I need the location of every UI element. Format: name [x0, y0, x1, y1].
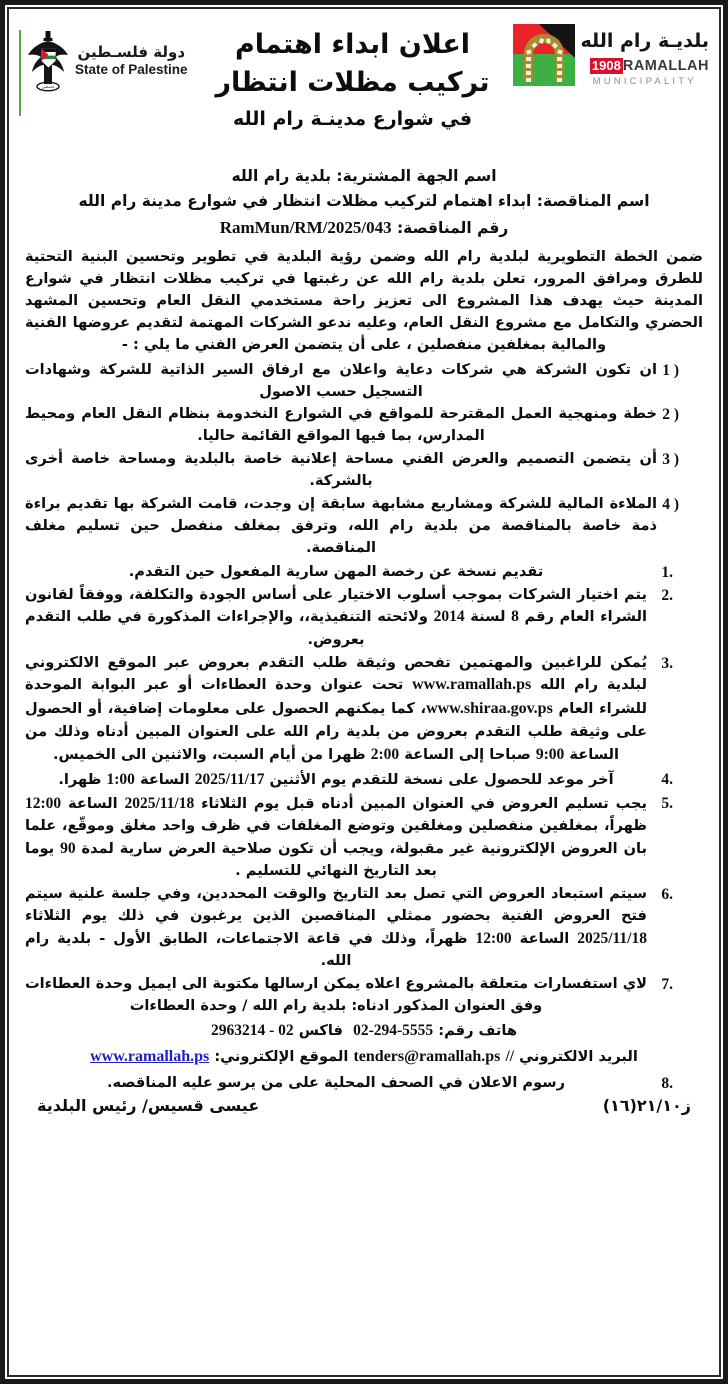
municipality-founding-year: 1908 [591, 58, 621, 73]
ramallah-municipality-logo-icon [513, 24, 575, 86]
opening-session-time: 12:00 [475, 929, 512, 947]
fax-label: فاكس [298, 1021, 343, 1039]
email-website-line [25, 1045, 703, 1070]
list-item-text-after: ظهراً، وذلك في قاعة الاجتماعات، الطابق الأول - بلدية رام الله. [25, 929, 476, 970]
list-item [25, 584, 673, 651]
list-item [25, 561, 673, 583]
list-item-text-after: ، كما يمكنهم الحصول على معلومات إضافية، أو الحصول على وثيقة طلب التقدم بعروض من بلدية رام الله على العنوان المبين أدناه وذلك من الساعة [25, 700, 647, 764]
office-hours-from: 9:00 [535, 746, 565, 764]
list-item-text-after: ولائحته التنفيذية،، والإجراءات المذكورة في طلب التقدم بعروض. [25, 608, 434, 648]
list-item-text-end: يوما بعد التاريخ النهائي للتسليم . [25, 839, 437, 880]
palestine-eagle-emblem-icon [27, 30, 69, 92]
list-item-text: أن يتضمن التصميم والعرض الفني مساحة إعلانية خاصة بالبلدية ومساحة خاصة أخرى بالشركة. [25, 450, 657, 490]
separator: // [505, 1047, 515, 1065]
title-line-3: في شوارع مدينـة رام الله [232, 107, 473, 130]
municipality-name-english: RAMALLAH [622, 58, 709, 75]
list-item-text: خطة ومنهجية العمل المقترحة للمواقع في الشوارع النخدومة بنظام النقل العام ومحيط المدارس، بما فيها المواقع القائمة حاليا. [25, 405, 657, 445]
ramallah-municipality-block [513, 18, 709, 87]
municipality-website-url[interactable]: www.ramallah.ps [412, 676, 532, 694]
list-marker: 5. [661, 794, 673, 812]
list-marker: 3. [661, 654, 673, 672]
title-line-2: تركيب مظلات انتظار [215, 67, 490, 99]
offer-validity-days: 90 [60, 839, 76, 857]
municipality-name-arabic: بلديـة رام الله [580, 30, 709, 52]
state-of-palestine-block [19, 18, 188, 116]
list-item [25, 359, 679, 403]
copy-deadline-date: 2025/11/17 [194, 770, 265, 788]
svg-text:فلسطين: فلسطين [41, 85, 55, 89]
phone-number: 02-294-5555 [353, 1021, 434, 1039]
municipality-subtitle: MUNICIPALITY [592, 76, 697, 88]
list-marker: 1. [661, 563, 673, 581]
email-label: البريد الالكتروني [519, 1047, 638, 1065]
list-marker: 6. [661, 886, 673, 904]
state-of-palestine-text [71, 30, 188, 77]
document-inner-frame [7, 7, 721, 1377]
procurement-law-number: 8 [511, 608, 519, 626]
document-body [15, 164, 713, 1373]
introduction-paragraph: ضمن الخطة التطويرية لبلدية رام الله وضمن رؤية البلدية في تطوير وتحسين البنية التحتية للطرق ومرافق المرور، تعلن بلدية رام الله عن رغبتها في تركيب مظلات انتظار في شوارع المدينة حيث يهدف هذا المشروع الى تعزيز راحة مستخدمي النقل العام وتحسين المشهد الحضري والتكامل مع مشروع النقل العام، وعليه ندعو الشركات المهتمة لتقديم عروضها الفنية والمالية بمغلفين منفصلين ، على أن يتضمن العرض الفني ما يلي : - [25, 247, 703, 354]
announcement-title [188, 18, 514, 133]
list-item-text: الملاءة المالية للشركة ومشاريع مشابهة سابقة إن وجدت، قامت الشركة بها تقديم براءة ذمة خاصة بالمناقصة من بلدية رام الله، وترفق بمغلف منفصل حين تسليم مغلف المناقصة. [25, 494, 657, 556]
list-item [25, 493, 679, 559]
phone-fax-line [25, 1019, 703, 1043]
list-item-text-after: ظهرا. [58, 770, 107, 788]
list-marker: 7. [661, 976, 673, 994]
tender-number-label: رقم المناقصة: [396, 219, 509, 238]
submission-deadline-time: 12:00 [25, 794, 62, 812]
document-header [15, 12, 713, 164]
list-item-text: لاي استفسارات متعلقة بالمشروع اعلاه يمكن ارسالها مكتوبة الى ايميل وحدة العطاءات وفق العنوان المذكور ادناه: بلدية رام الله / وحدة العطاءات [25, 975, 647, 1014]
list-item-text-before: يُمكن للراغبين والمهتمين تفحص وثيقة طلب التقدم بعروض عبر الموقع الالكتروني لبلدية رام الله [25, 653, 647, 694]
list-item [25, 448, 679, 492]
conditions-list [25, 561, 703, 1017]
opening-session-date: 2025/11/18 [577, 929, 647, 947]
tender-number-value: RamMun/RM/2025/043 [219, 218, 392, 238]
submission-deadline-date: 2025/11/18 [124, 794, 195, 812]
title-line-1: اعلان ابداء اهتمام [234, 29, 471, 60]
website-label: الموقع الإلكتروني: [214, 1047, 349, 1065]
list-item-text-mid: تحت عنوان وحدة العطاءات أو عبر البوابة الموحدة للشراء العام [25, 676, 647, 718]
list-item [25, 652, 673, 767]
list-item-text: رسوم الاعلان في الصحف المحلية على من يرسو عليه المناقصه. [106, 1073, 565, 1091]
fax-number: 2963214 - 02 [210, 1021, 294, 1039]
list-marker: 3 ) [662, 451, 679, 469]
list-marker: 4 ) [662, 495, 679, 513]
list-item [25, 768, 673, 791]
list-item [25, 973, 673, 1017]
list-item-text-before: يجب تسليم العروض في العنوان المبين أدناه قبل يوم الثلاثاء [194, 794, 648, 812]
list-item [25, 1072, 673, 1094]
list-item-text-mid: لسنة [464, 608, 512, 626]
state-name-english: State of Palestine [75, 61, 188, 77]
mayor-signature: عيسى قسيس/ رئيس البلدية [37, 1095, 260, 1115]
reference-code: ز٢١/١٠(١٦) [602, 1095, 691, 1115]
list-item-text-before: يتم اختيار الشركات بموجب أسلوب الاختيار على أساس الجودة والتكلفة، ووفقاً لقانون الشراء العام رقم [25, 585, 647, 626]
list-item [25, 403, 679, 447]
list-item-text-after: ظهراً، بمغلفين منفصلين ومغلقين وتوضع المغلفات في ظرف واحد مغلق وموقّع، علما بان العروض الإلكترونية غير مقبولة، ويجب أن تكون صلاحية العرض سارية لمدة [25, 817, 647, 857]
list-item [25, 792, 673, 882]
list-item-text-before: آخر موعد للحصول على نسخة للتقدم يوم الأثنين [264, 770, 614, 788]
copy-deadline-time: 1:00 [106, 770, 135, 788]
phone-label: هاتف رقم: [438, 1021, 518, 1039]
technical-requirements-list [25, 359, 703, 559]
municipality-name-english-row [580, 58, 709, 74]
procurement-law-year: 2014 [433, 608, 465, 626]
list-marker: 1 ) [662, 361, 679, 379]
tender-number-line [25, 214, 703, 242]
state-name-arabic: دولة فلسـطين [77, 43, 186, 61]
document-footer [25, 1096, 703, 1115]
tender-name-line: اسم المناقصة: ابداء اهتمام لتركيب مظلات انتظار في شوارع مدينة رام الله [78, 192, 650, 211]
list-item-text: تقديم نسخة عن رخصة المهن سارية المفعول حين التقدم. [128, 562, 544, 580]
buyer-name-line: اسم الجهة المشترية: بلدية رام الله [231, 167, 497, 185]
municipality-wordmark [580, 24, 709, 87]
header-divider [19, 30, 21, 116]
list-item-text-mid: الساعة [511, 929, 578, 947]
list-item-text-t1: صباحا إلى الساعة [399, 746, 536, 764]
office-hours-to: 2:00 [370, 746, 400, 764]
list-item-text-mid: الساعة [134, 770, 195, 788]
municipality-website-link[interactable]: www.ramallah.ps [90, 1047, 210, 1065]
list-item-text-mid: الساعة [61, 794, 125, 812]
list-item-text-before: سيتم استبعاد العروض التي تصل بعد التاريخ والوقت المحددين، وفي جلسة علنية سيتم فتح العروض الفنية بحضور ممثلي المناقصين الذين يرغبون في ذلك يوم الثلاثاء [25, 885, 647, 924]
list-marker: 4. [661, 770, 673, 788]
advertising-fees-list [25, 1072, 703, 1094]
list-item-text: ان تكون الشركة هي شركات دعاية واعلان مع ارفاق السير الذاتية للشركة وشهادات التسجيل حسب الاصول [25, 360, 657, 400]
list-item-text-t2: ظهرا من أيام السبت، والاثنين الى الخميس. [52, 746, 371, 764]
list-item [25, 883, 673, 972]
list-marker: 2. [661, 586, 673, 604]
list-marker: 2 ) [662, 406, 679, 424]
shiraa-portal-url[interactable]: www.shiraa.gov.ps [426, 700, 553, 718]
list-marker: 8. [661, 1074, 673, 1092]
tenders-email[interactable]: tenders@ramallah.ps [353, 1047, 501, 1065]
